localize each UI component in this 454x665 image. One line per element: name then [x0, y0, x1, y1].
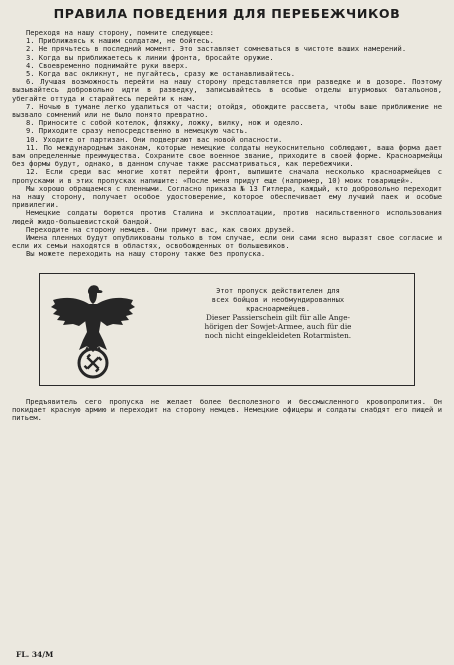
pass-de-line-1: Dieser Passierschein gilt für alle Ange-: [205, 312, 350, 322]
rule-3: 3. Когда вы приближаетесь к линии фронта, бросайте оружие.: [26, 52, 274, 62]
paragraph-no-pass: Вы можете переходить на нашу сторону также без пропуска.: [26, 249, 266, 259]
rule-8: 8. Приносите с собой котелок, фляжку, ложку, вилку, нож и одеяло.: [26, 118, 304, 128]
rule-12: 12. Если среди вас многие хотят перейти фронт, выпишите сначала несколько красноармейцев с пропусками и в этих пропусках напишите: «После меня придут еще (например, 10) моих товарищей».: [12, 167, 442, 185]
pass-de-line-2: hörigen der Sowjet-Armee, auch für die: [204, 321, 352, 331]
leaflet-title: ПРАВИЛА ПОВЕДЕНИЯ ДЛЯ ПЕРЕБЕЖЧИКОВ: [53, 6, 401, 21]
rule-2: 2. Не прячьтесь в последний момент. Это заставляет сомневаться в чистоте ваших намерений.: [26, 44, 407, 54]
closing-paragraph: Предъявитель сего пропуска не желает более бесполезного и бессмысленного кровопролития. Он покидает красную армию и переходит на сторону немцев. Немецкие офицеры и солдаты снабдят его пищей и питьем.: [12, 396, 442, 423]
rule-9: 9. Приходите сразу непосредственно в немецкую часть.: [26, 126, 249, 136]
intro-line: Переходя на нашу сторону, помните следующее:: [26, 28, 214, 37]
pass-ru-line-2: всех бойцов и необмундированных: [211, 294, 345, 304]
leaflet-code: FL. 34/M: [16, 650, 54, 659]
eagle-emblem-icon: [49, 280, 137, 381]
paragraph-prisoners: Мы хорошо обращаемся с пленными. Согласно приказа № 13 Гитлера, каждый, кто добровольно переходит на нашу сторону, получает особое удостоверение, которое обеспечивает ему лучший паек и особые привилегии.: [12, 183, 442, 210]
pass-ru-line-3: красноармейцев.: [245, 303, 311, 313]
rule-11: 11. По международным законам, которые немецкие солдаты неукоснительно соблюдают, ваша форма дает вам определенные преимущества. Сохраните свое военное звание, приходите в своей форме. Красноармейцы без формы будут, однако, в данном случае также рассматриваться, как перебежчики.: [12, 142, 442, 169]
paragraph-friends: Переходите на сторону немцев. Они примут вас, как своих друзей.: [26, 224, 296, 234]
pass-ru-line-1: Этот пропуск действителен для: [216, 285, 340, 295]
pass-box: [39, 273, 415, 386]
pass-de-line-3: noch nicht eingekleideten Rotarmisten.: [204, 330, 352, 340]
paragraph-names: Имена пленных будут опубликованы только в том случае, если они сами ясно выразят свое согласие и если их семьи находятся в областях, освобожденных от большевиков.: [12, 233, 442, 251]
pass-text: [160, 286, 396, 340]
paragraph-soldiers: Немецкие солдаты борются против Сталина и эксплоатации, против насильственного использования людей жидо-большевистской бандой.: [12, 208, 442, 226]
rule-7: 7. Ночью в тумане легко удалиться от части; отойдя, обождите рассвета, чтобы ваше приближение не вызвало сомнений или не было понято превратно.: [12, 101, 442, 120]
rule-1: 1. Приближаясь к нашим солдатам, не бойтесь.: [26, 36, 214, 46]
rule-4: 4. Своевременно поднимайте руки вверх.: [26, 60, 189, 70]
rule-10: 10. Уходите от партизан. Они подвергают вас новой опасности.: [26, 134, 283, 144]
rules-body: [12, 29, 442, 259]
rule-6: 6. Лучшая возможность перейти на нашу сторону представляется при разведке и в дозоре. Поэтому вызывайтесь добровольно идти в разведку, записывайтесь в особые отделы штурмовых батальонов, убегайте оттуда и старайтесь перейти к нам.: [12, 77, 442, 103]
rule-5: 5. Когда вас окликнут, не пугайтесь, сразу же останавливайтесь.: [26, 69, 296, 79]
